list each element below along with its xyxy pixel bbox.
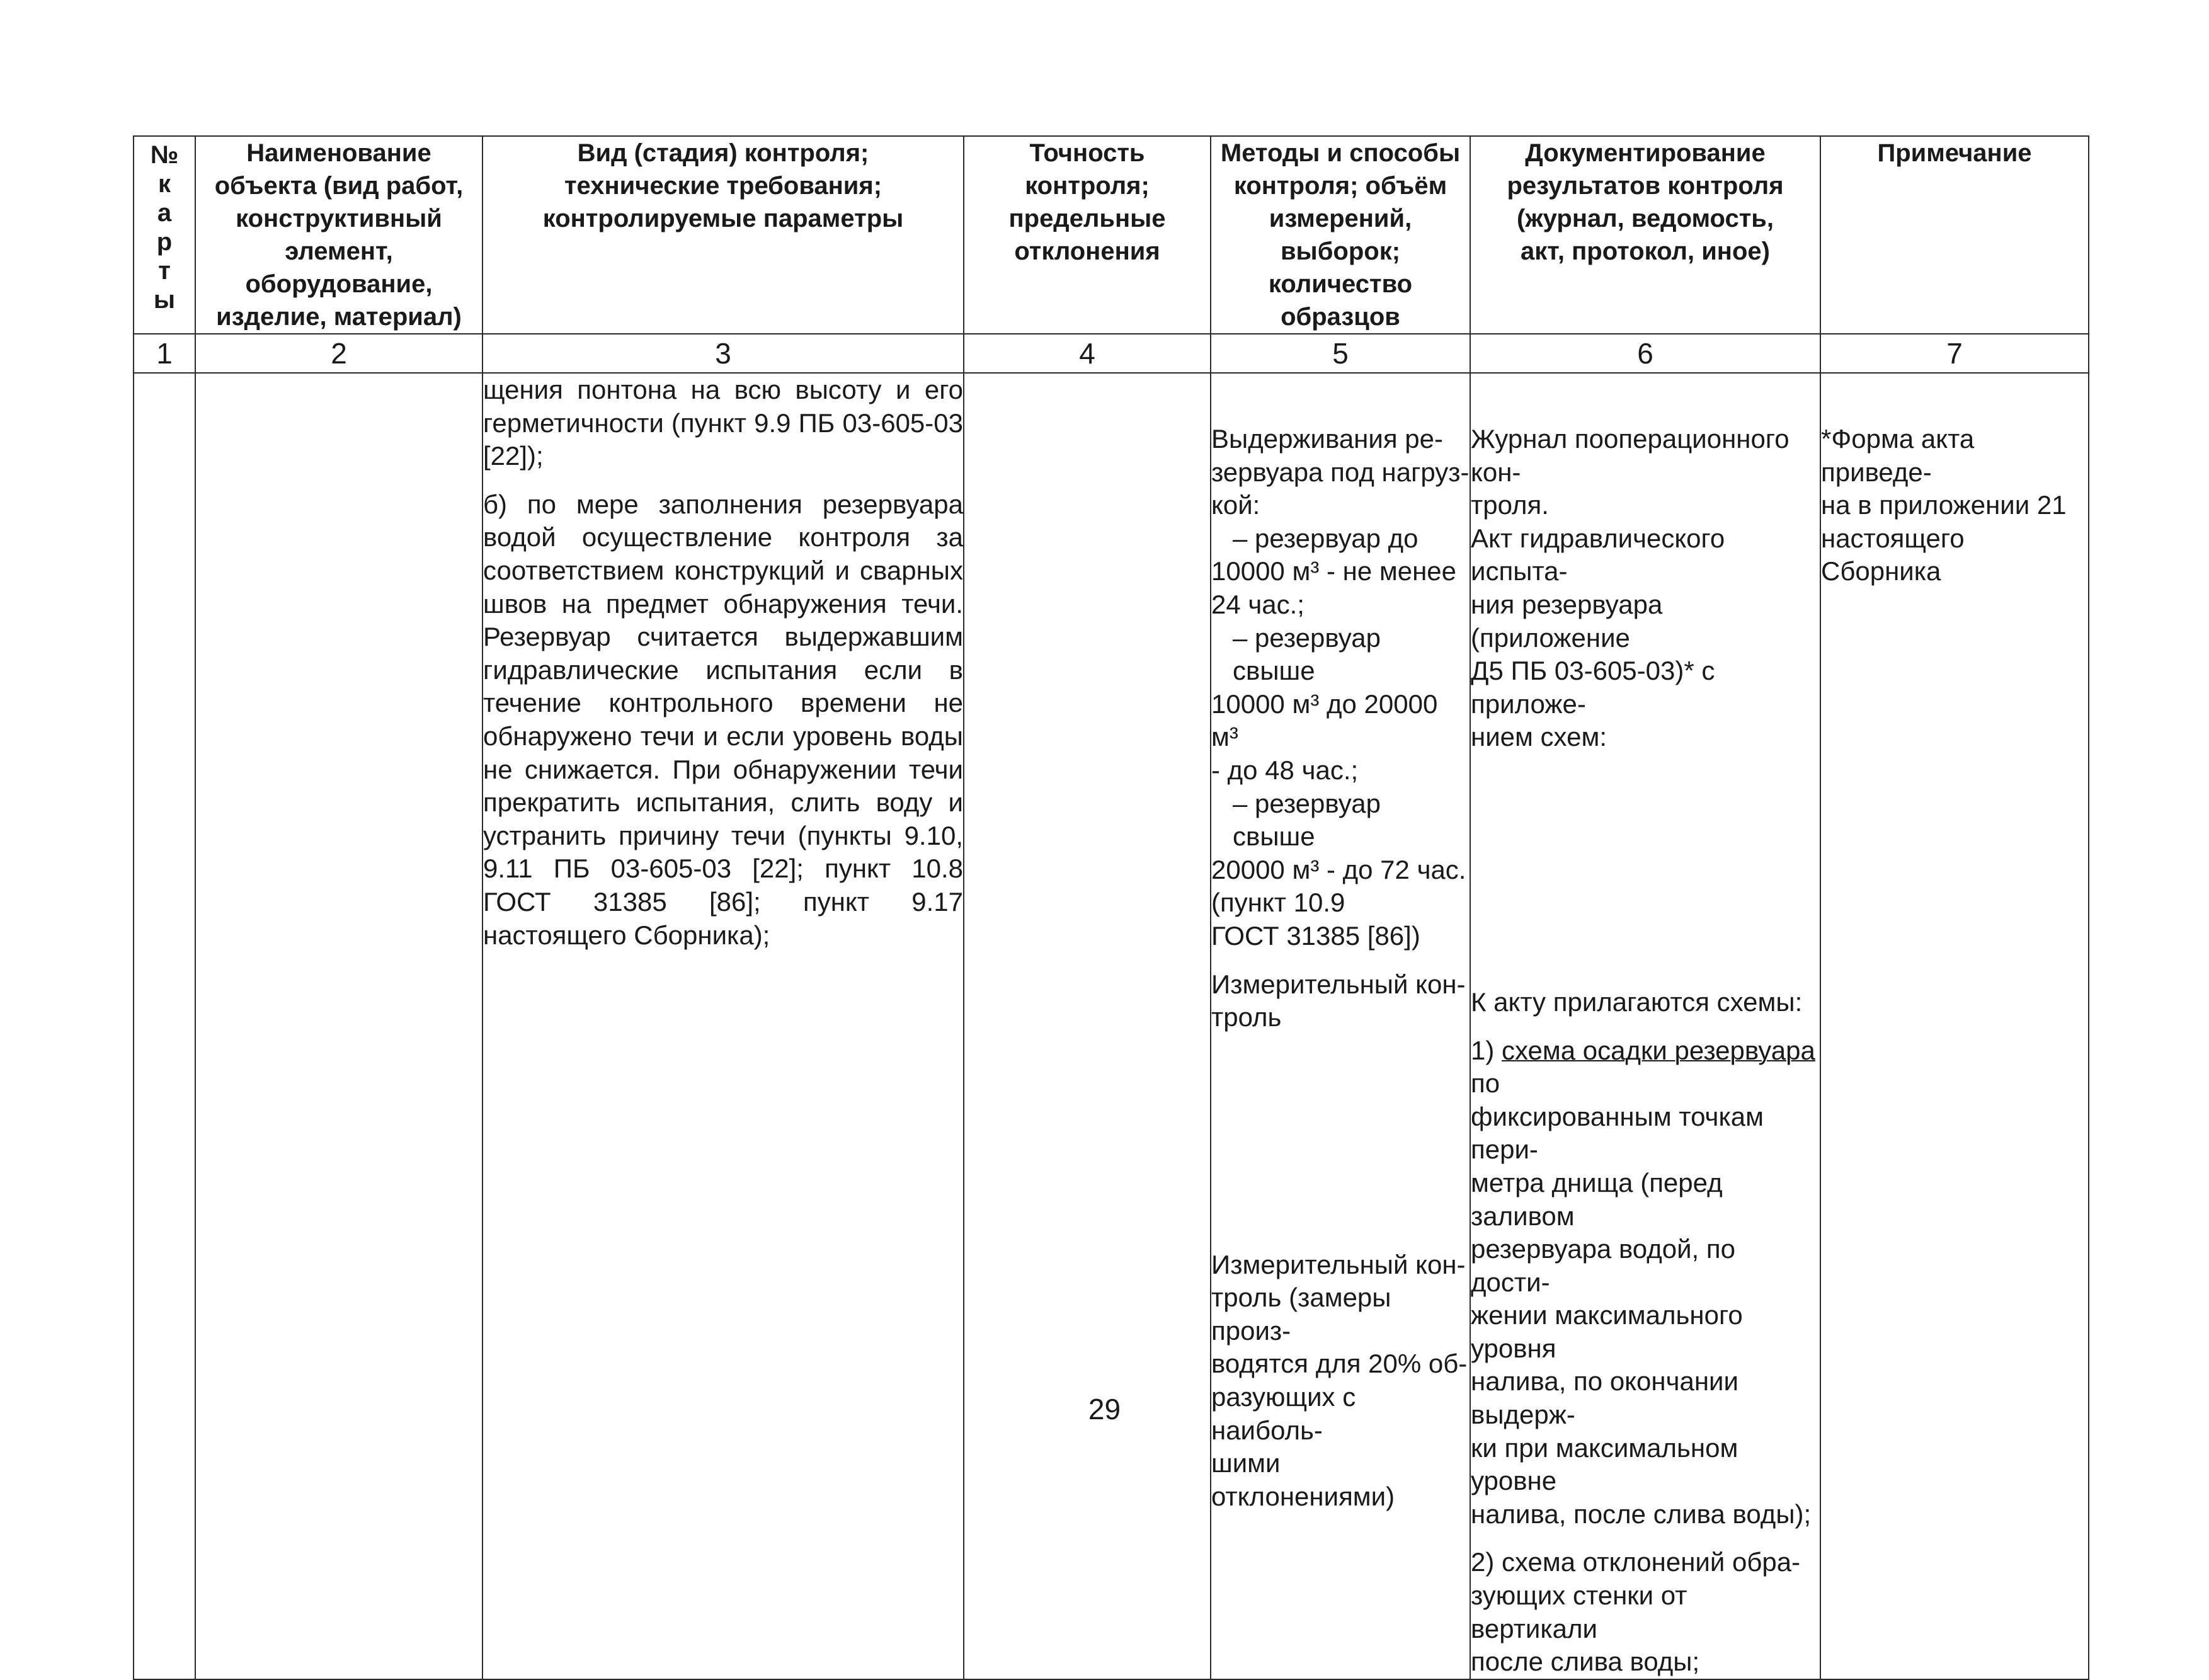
- column-number: 4: [964, 334, 1211, 373]
- header-text: результатов контроля: [1507, 172, 1784, 200]
- control-text-item-b: б) по мере заполнения резервуара водой осуществление контроля за соответствием конструкций и сварных швов на предмет обнаружения течи. Резервуар считается выдержавшим гидравлические испытания если в течение контрольного времени не обнаружено течи и если уровень воды не снижается. При обнаружении течи прекратить испытания, слить воду и устранить причину течи (пункты 9.10, 9.11 ПБ 03-605-03 [22]; пункт 10.8 ГОСТ 31385 [86]; пункт 9.17 настоящего Сборника);: [483, 489, 963, 950]
- text-line: налива, после слива воды);: [1471, 1499, 1812, 1529]
- text-line: водятся для 20% об-: [1211, 1349, 1468, 1379]
- column-number: 2: [195, 334, 482, 373]
- text-line: ГОСТ 31385 [86]): [1211, 920, 1420, 951]
- header-methods: [1211, 136, 1470, 334]
- cell-note: [1820, 373, 2089, 1679]
- control-text-continued: щения понтона на всю высоту и его герметичности (пункт 9.9 ПБ 03-605-03 [22]);: [483, 375, 963, 471]
- header-text: Вид (стадия) контроля;: [577, 139, 869, 167]
- text-line: настоящего Сборника: [1821, 523, 1965, 586]
- column-number: 3: [482, 334, 964, 373]
- text-line: жении максимального уровня: [1471, 1300, 1743, 1363]
- text-line: (пункт 10.9: [1211, 888, 1345, 918]
- scheme-item-1: [1471, 1034, 1820, 1531]
- header-text: изделие, материал): [216, 303, 462, 331]
- item-prefix: 1): [1471, 1035, 1502, 1065]
- column-number-row: [134, 334, 2089, 373]
- text-line: 10000 м³ до 20000 м³: [1211, 689, 1438, 752]
- text-line: 2) схема отклонений обра-: [1471, 1547, 1801, 1577]
- header-text: технические требования;: [564, 172, 882, 200]
- text-line: – резервуар свыше: [1233, 788, 1381, 852]
- text-line: Журнал пооперационного кон-: [1471, 424, 1789, 487]
- column-number: 5: [1211, 334, 1470, 373]
- header-row: [134, 136, 2089, 334]
- cell-object-name: [195, 373, 482, 1679]
- text-line: Акт гидравлического испыта-: [1471, 523, 1725, 586]
- header-text: акт, протокол, иное): [1521, 237, 1770, 265]
- page-number: 29: [1088, 1393, 1121, 1426]
- text-line: - до 48 час.;: [1211, 755, 1359, 785]
- text-line: ки при максимальном уровне: [1471, 1432, 1738, 1496]
- header-control-type: [482, 136, 964, 334]
- text-line: на в приложении 21: [1821, 490, 2067, 520]
- text-line: зующих стенки от вертикали: [1471, 1580, 1687, 1643]
- methods-block-measuring-20: [1211, 1249, 1470, 1514]
- scheme-item-2: [1471, 1546, 1820, 1678]
- header-text: (журнал, ведомость,: [1517, 205, 1774, 232]
- text-line: Выдерживания ре-: [1211, 424, 1443, 454]
- header-text: Документирование: [1525, 139, 1766, 167]
- text-line: Измерительный кон-: [1211, 1249, 1466, 1279]
- item-rest: по: [1471, 1068, 1500, 1099]
- column-number: 1: [134, 334, 195, 373]
- text-line: троль (замеры произ-: [1211, 1283, 1391, 1346]
- text-line: 24 час.;: [1211, 589, 1304, 619]
- header-text: количество образцов: [1268, 270, 1413, 331]
- methods-block-measuring: [1211, 968, 1470, 1034]
- text-line: ния резервуара (приложение: [1471, 589, 1663, 653]
- text-line: фиксированным точкам пери-: [1471, 1101, 1764, 1165]
- cell-accuracy: [964, 373, 1211, 1679]
- text-line: кой:: [1211, 490, 1260, 520]
- header-text: а: [157, 199, 172, 227]
- text-line: 10000 м³ - не менее: [1211, 556, 1457, 586]
- text-line: [1471, 1034, 1820, 1100]
- underlined-text: схема осадки резервуара: [1502, 1035, 1815, 1065]
- text-line: резервуара водой, по дости-: [1471, 1234, 1735, 1297]
- text-line: Д5 ПБ 03-605-03)* с приложе-: [1471, 656, 1715, 719]
- methods-block-holding: [1211, 423, 1470, 953]
- cell-control-type: [482, 373, 964, 1679]
- header-text: Примечание: [1877, 139, 2032, 167]
- column-number: 7: [1820, 334, 2089, 373]
- header-text: контроля; объём: [1233, 172, 1447, 200]
- header-text: объекта (вид работ,: [214, 172, 464, 200]
- header-text: №: [150, 141, 179, 169]
- text-line: 20000 м³ - до 72 час.: [1211, 854, 1466, 884]
- header-text: предельные: [1008, 205, 1166, 232]
- text-line: метра днища (перед заливом: [1471, 1167, 1723, 1231]
- text-line: троль: [1211, 1002, 1282, 1032]
- header-text: Методы и способы: [1220, 139, 1461, 167]
- header-note: [1820, 136, 2089, 334]
- text-line: нием схем:: [1471, 722, 1607, 752]
- header-text: Наименование: [246, 139, 431, 167]
- header-object-name: [195, 136, 482, 334]
- header-text: Точность контроля;: [1025, 139, 1150, 200]
- cell-card-number: [134, 373, 195, 1679]
- control-table: [133, 135, 2089, 1680]
- cell-documentation: [1470, 373, 1820, 1679]
- header-text: элемент, оборудование,: [245, 237, 433, 298]
- text-line: зервуара под нагруз-: [1211, 457, 1470, 487]
- cell-methods: [1211, 373, 1470, 1679]
- text-line: – резервуар свыше: [1233, 622, 1381, 686]
- header-text: измерений, выборок;: [1269, 205, 1412, 265]
- header-text: ы: [153, 286, 176, 314]
- header-text: к: [157, 170, 171, 198]
- text-line: шими отклонениями): [1211, 1448, 1395, 1511]
- header-accuracy: [964, 136, 1211, 334]
- header-documentation: [1470, 136, 1820, 334]
- content-row: [134, 373, 2089, 1679]
- header-text: т: [158, 257, 171, 285]
- header-text: р: [156, 228, 173, 256]
- text-line: – резервуар до: [1233, 523, 1418, 553]
- text-line: троля.: [1471, 490, 1549, 520]
- text-line: разующих с наиболь-: [1211, 1382, 1356, 1445]
- header-text: контролируемые параметры: [542, 205, 904, 232]
- text-line: Измерительный кон-: [1211, 969, 1466, 999]
- text-line: налива, по окончании выдерж-: [1471, 1366, 1738, 1430]
- text-line: после слива воды;: [1471, 1647, 1700, 1677]
- text-line: *Форма акта приведе-: [1821, 424, 1975, 487]
- column-number: 6: [1470, 334, 1820, 373]
- header-text: отклонения: [1014, 237, 1160, 265]
- header-card-number: [134, 136, 195, 334]
- schemes-intro: К акту прилагаются схемы:: [1471, 986, 1803, 1017]
- header-text: конструктивный: [236, 205, 442, 232]
- documentation-block-journal: [1471, 423, 1820, 754]
